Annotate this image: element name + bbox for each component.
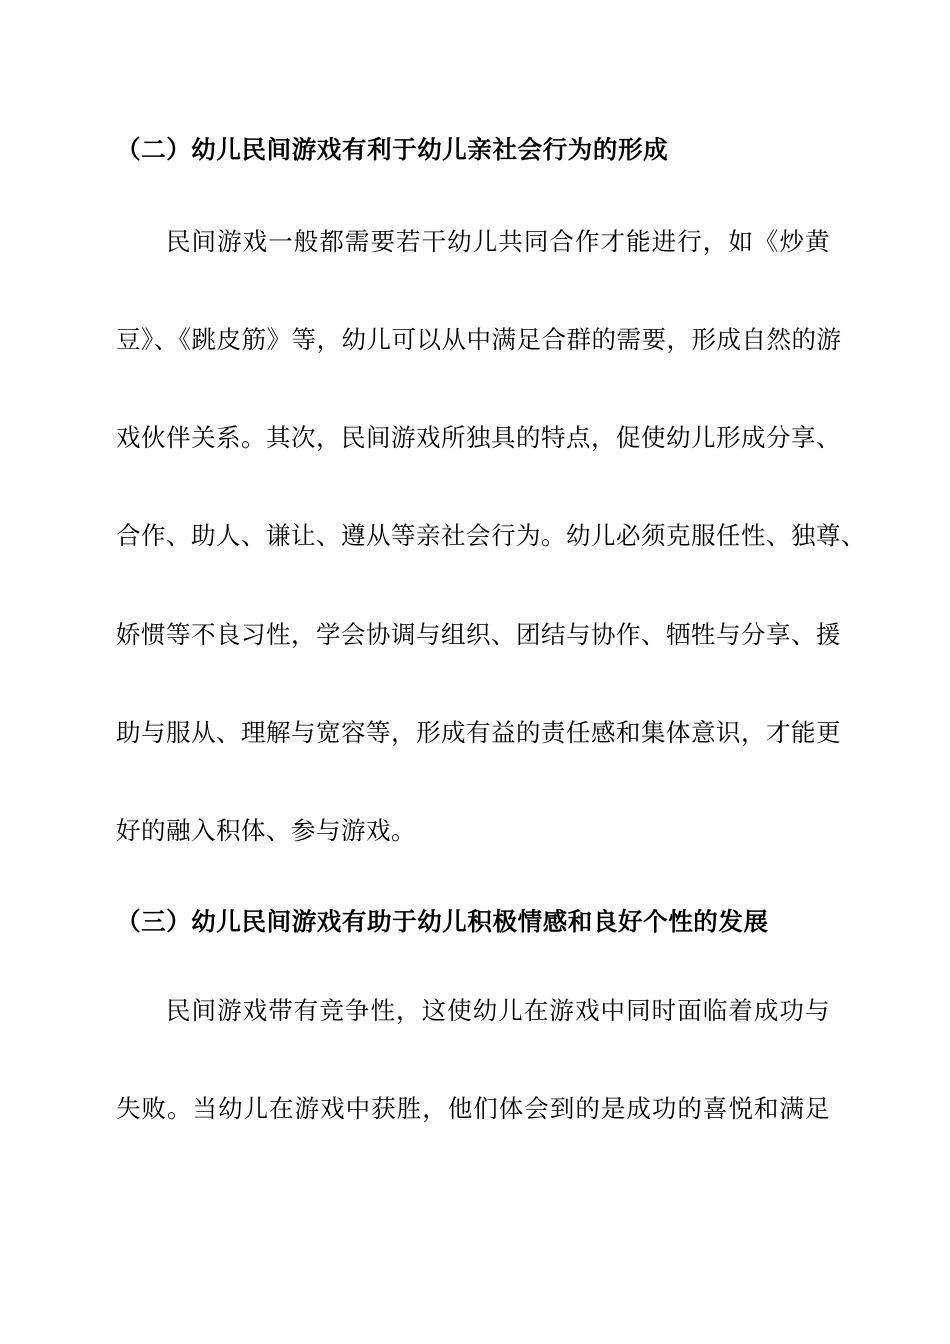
paragraph-line: 好的融入积体、参与游戏。 <box>116 816 416 845</box>
paragraph-line: 民间游戏一般都需要若干幼儿共同合作才能进行，如《炒黄 <box>166 227 830 256</box>
paragraph-line: 失败。当幼儿在游戏中获胜，他们体会到的是成功的喜悦和满足 <box>116 1094 830 1123</box>
paragraph-line: 豆》、《跳皮筋》等，幼儿可以从中满足合群的需要，形成自然的游 <box>116 325 842 354</box>
paragraph-line: 合作、助人、谦让、遵从等亲社会行为。幼儿必须克服任性、独尊、 <box>116 521 866 550</box>
section-heading-3: （三）幼儿民间游戏有助于幼儿积极情感和良好个性的发展 <box>116 907 769 936</box>
paragraph-line: 戏伙伴关系。其次，民间游戏所独具的特点，促使幼儿形成分享、 <box>116 423 841 452</box>
paragraph-line: 娇惯等不良习性，学会协调与组织、团结与协作、牺牲与分享、援 <box>116 620 841 649</box>
paragraph-line: 助与服从、理解与宽容等，形成有益的责任感和集体意识，才能更 <box>116 718 841 747</box>
paragraph-line: 民间游戏带有竞争性，这使幼儿在游戏中同时面临着成功与 <box>166 996 830 1025</box>
section-heading-2: （二）幼儿民间游戏有利于幼儿亲社会行为的形成 <box>116 135 669 164</box>
